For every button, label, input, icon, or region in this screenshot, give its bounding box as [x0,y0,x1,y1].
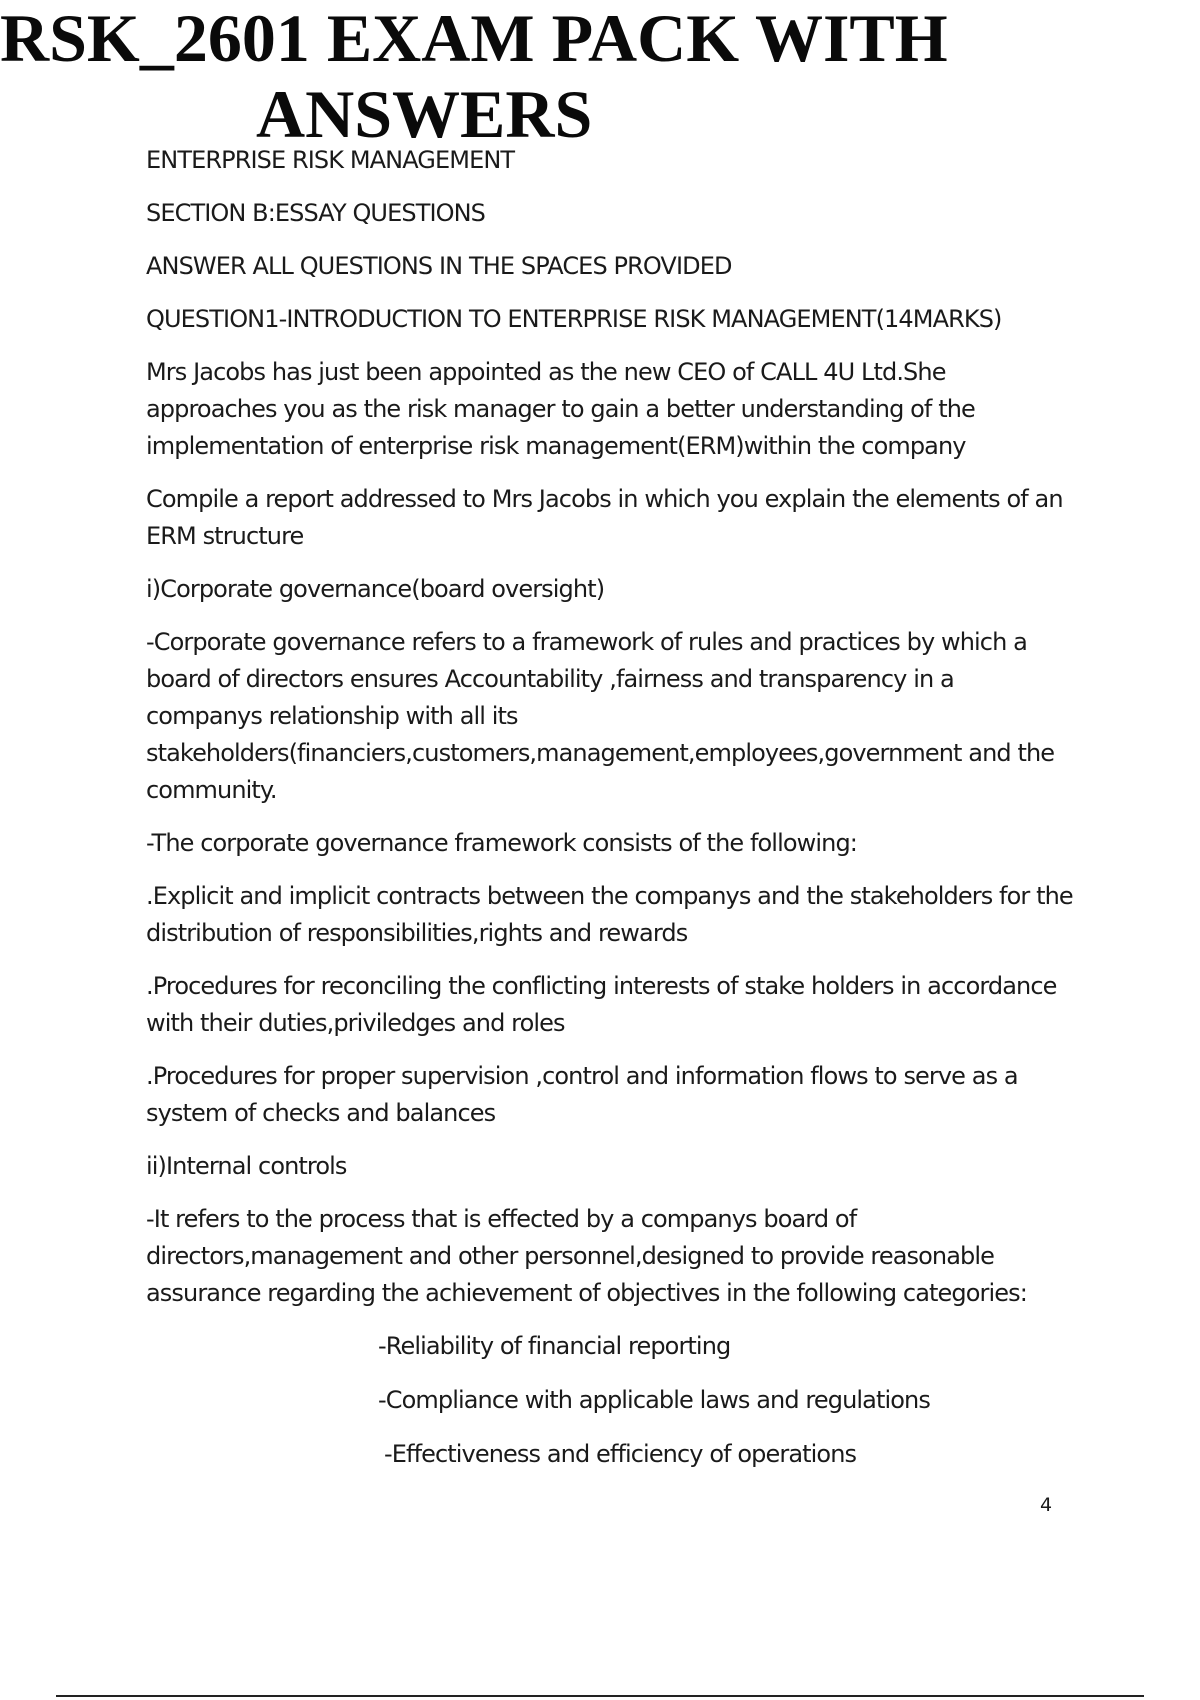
document-title-line-1: RSK_2601 EXAM PACK WITH [0,0,948,76]
framework-point: .Explicit and implicit contracts between the companys and the stakeholders for the distribution of responsibilities,rights and rewards [146,882,1073,947]
task-paragraph: Compile a report addressed to Mrs Jacobs in which you explain the elements of an ERM structure [146,485,1063,550]
framework-point: .Procedures for reconciling the conflicting interests of stake holders in accordance with their duties,priviledges and roles [146,972,1057,1037]
framework-intro: -The corporate governance framework consists of the following: [146,829,857,857]
scenario-paragraph: Mrs Jacobs has just been appointed as the new CEO of CALL 4U Ltd.She approaches you as the risk manager to gain a better understanding of the implementation of enterprise risk management(ERM)within the company [146,358,975,460]
instruction-text: ANSWER ALL QUESTIONS IN THE SPACES PROVIDED [146,252,732,280]
control-category: -Effectiveness and efficiency of operations [384,1440,857,1468]
subheading-internal-controls: ii)Internal controls [146,1152,347,1180]
control-category: -Compliance with applicable laws and regulations [378,1386,930,1414]
subject-heading: ENTERPRISE RISK MANAGEMENT [146,146,515,174]
document-title-line-2: ANSWERS [256,76,593,152]
internal-controls-definition: -It refers to the process that is effected by a companys board of directors,management and other personnel,designed to provide reasonable assurance regarding the achievement of objectives in the following categories: [146,1205,1027,1307]
framework-point: .Procedures for proper supervision ,control and information flows to serve as a system of checks and balances [146,1062,1018,1127]
question-heading: QUESTION1-INTRODUCTION TO ENTERPRISE RISK MANAGEMENT(14MARKS) [146,305,1002,333]
control-category: -Reliability of financial reporting [378,1332,731,1360]
document-title [0,0,948,152]
section-heading: SECTION B:ESSAY QUESTIONS [146,199,486,227]
page-number: 4 [1040,1494,1053,1516]
subheading-corporate-governance: i)Corporate governance(board oversight) [146,575,605,603]
footer-divider [56,1695,1144,1697]
corporate-governance-definition: -Corporate governance refers to a framework of rules and practices by which a board of directors ensures Accountability ,fairness and transparency in a companys relationship with all its stakeholders(financiers,customers,management,employees,government and the community. [146,628,1055,804]
document-body [146,142,1076,1490]
